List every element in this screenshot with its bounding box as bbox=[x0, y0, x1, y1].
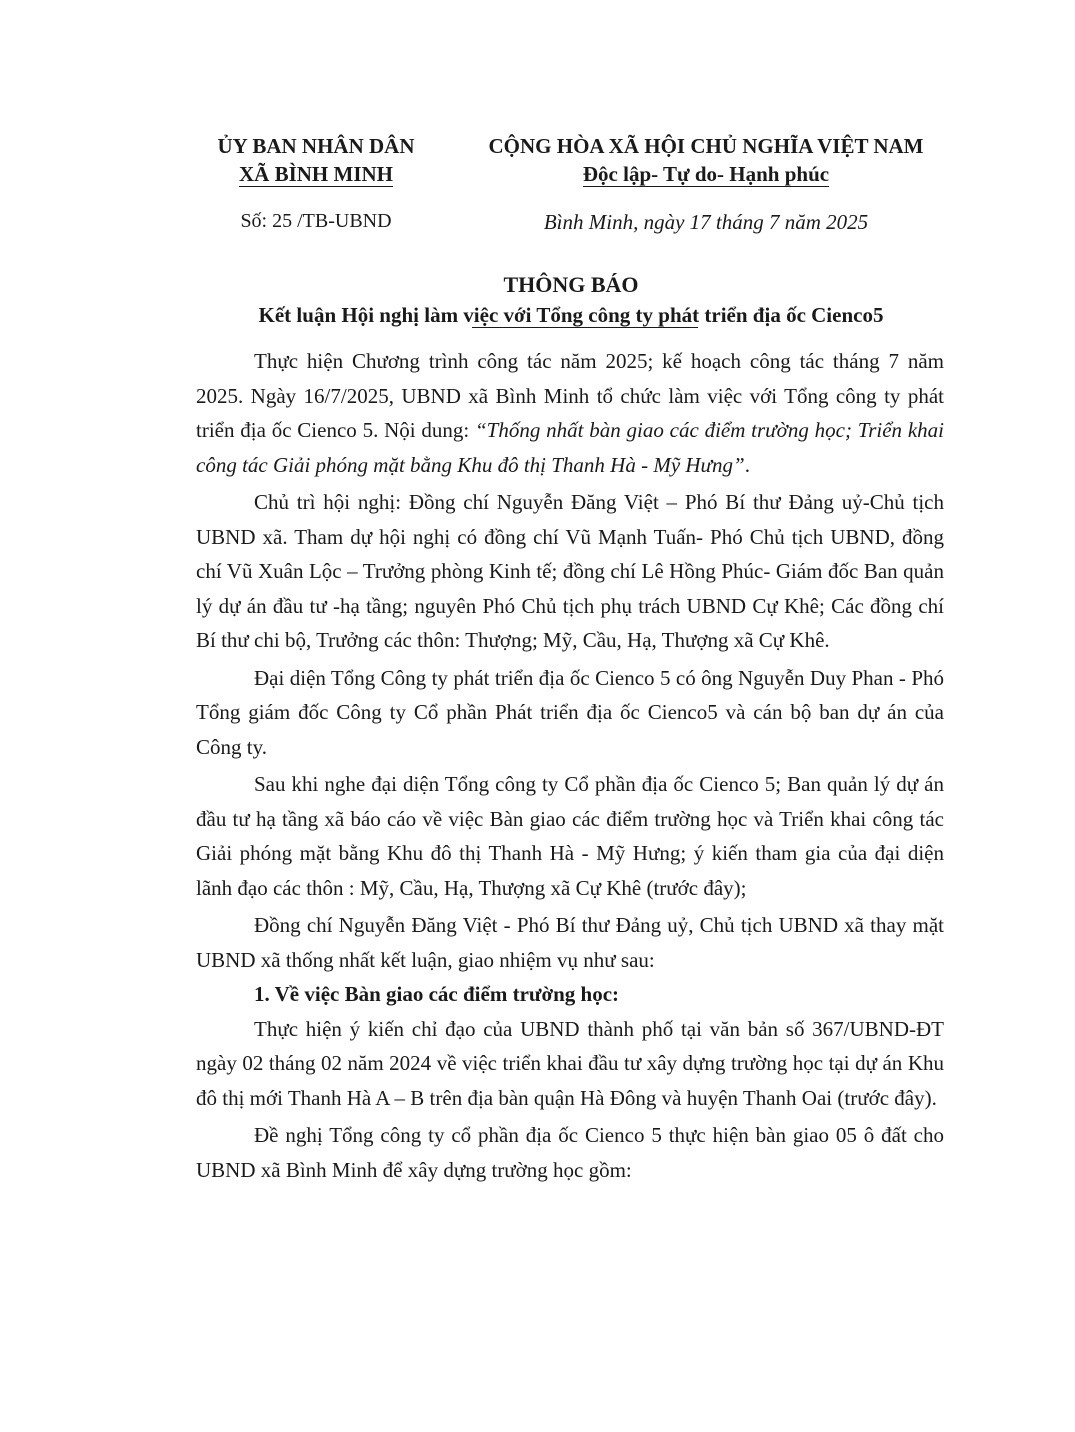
paragraph-7: Đề nghị Tổng công ty cổ phần địa ốc Cienco 5 thực hiện bàn giao 05 ô đất cho UBND xã Bình Minh để xây dựng trường học gồm: bbox=[196, 1123, 944, 1182]
paragraph-1-end: . bbox=[744, 452, 750, 477]
paragraph-3: Đại diện Tổng Công ty phát triển địa ốc Cienco 5 có ông Nguyễn Duy Phan - Phó Tổng giám đốc Công ty Cổ phần Phát triển địa ốc Cienco5 và cán bộ ban dự án của Công ty. bbox=[196, 665, 944, 759]
paragraph-1-text: Thực hiện Chương trình công tác năm 2025; kế hoạch công tác tháng 7 năm 2025. Ngày 16/7/2025, UBND xã Bình Minh tổ chức làm việc với Tổng công ty phát triển địa ốc Cienco 5. Nội dung: bbox=[196, 349, 944, 442]
issuing-agency bbox=[196, 132, 436, 188]
nation-line-2: Độc lập- Tự do- Hạnh phúc bbox=[582, 162, 830, 186]
document-date: Bình Minh, ngày 17 tháng 7 năm 2025 bbox=[543, 210, 869, 234]
paragraph-6: Thực hiện ý kiến chỉ đạo của UBND thành phố tại văn bản số 367/UBND-ĐT ngày 02 tháng 02 năm 2024 về việc triển khai đầu tư xây dựng trường học tại dự án Khu đô thị mới Thanh Hà A – B trên địa bàn quận Hà Đông và huyện Thanh Oai (trước đây). bbox=[196, 1016, 944, 1110]
document-body bbox=[196, 344, 944, 1187]
document-title: THÔNG BÁO bbox=[503, 272, 639, 297]
agency-line-2: XÃ BÌNH MINH bbox=[238, 162, 393, 186]
document-number: Số: 25 /TB-UBND bbox=[240, 210, 392, 232]
paragraph-4: Sau khi nghe đại diện Tổng công ty Cổ phần địa ốc Cienco 5; Ban quản lý dự án đầu tư hạ tầng xã báo cáo về việc Bàn giao các điểm trường học và Triển khai công tác Giải phóng mặt bằng Khu đô thị Thanh Hà - Mỹ Hưng; ý kiến tham gia của đại diện lãnh đạo các thôn : Mỹ, Cầu, Hạ, Thượng xã Cự Khê (trước đây); bbox=[196, 772, 944, 900]
document-title-block bbox=[196, 270, 946, 330]
national-motto bbox=[466, 132, 946, 188]
paragraph-2: Chủ trì hội nghị: Đồng chí Nguyễn Đăng Việt – Phó Bí thư Đảng uỷ-Chủ tịch UBND xã. Tham dự hội nghị có đồng chí Vũ Mạnh Tuấn- Phó Chủ tịch UBND, đồng chí Vũ Xuân Lộc – Trưởng phòng Kinh tế; đồng chí Lê Hồng Phúc- Giám đốc Ban quản lý dự án đầu tư -hạ tầng; nguyên Phó Chủ tịch phụ trách UBND Cự Khê; Các đồng chí Bí thư chi bộ, Trưởng các thôn: Thượng; Mỹ, Cầu, Hạ, Thượng xã Cự Khê. bbox=[196, 490, 944, 652]
agency-line-1: ỦY BAN NHÂN DÂN bbox=[217, 134, 415, 158]
paragraph-1 bbox=[196, 344, 944, 482]
paragraph-5: Đồng chí Nguyễn Đăng Việt - Phó Bí thư Đảng uỷ, Chủ tịch UBND xã thay mặt UBND xã thống nhất kết luận, giao nhiệm vụ như sau: bbox=[196, 913, 944, 972]
document-subtitle: Kết luận Hội nghị làm việc với Tổng công ty phát triển địa ốc Cienco5 bbox=[258, 303, 884, 327]
paragraph-1-quote: “Thống nhất bàn giao các điểm trường học; Triển khai công tác Giải phóng mặt bằng Khu đô thị Thanh Hà - Mỹ Hưng” bbox=[196, 418, 944, 477]
nation-line-1: CỘNG HÒA XÃ HỘI CHỦ NGHĨA VIỆT NAM bbox=[488, 134, 924, 158]
title-underline bbox=[472, 327, 698, 328]
section-1-heading: 1. Về việc Bàn giao các điểm trường học: bbox=[254, 982, 620, 1006]
